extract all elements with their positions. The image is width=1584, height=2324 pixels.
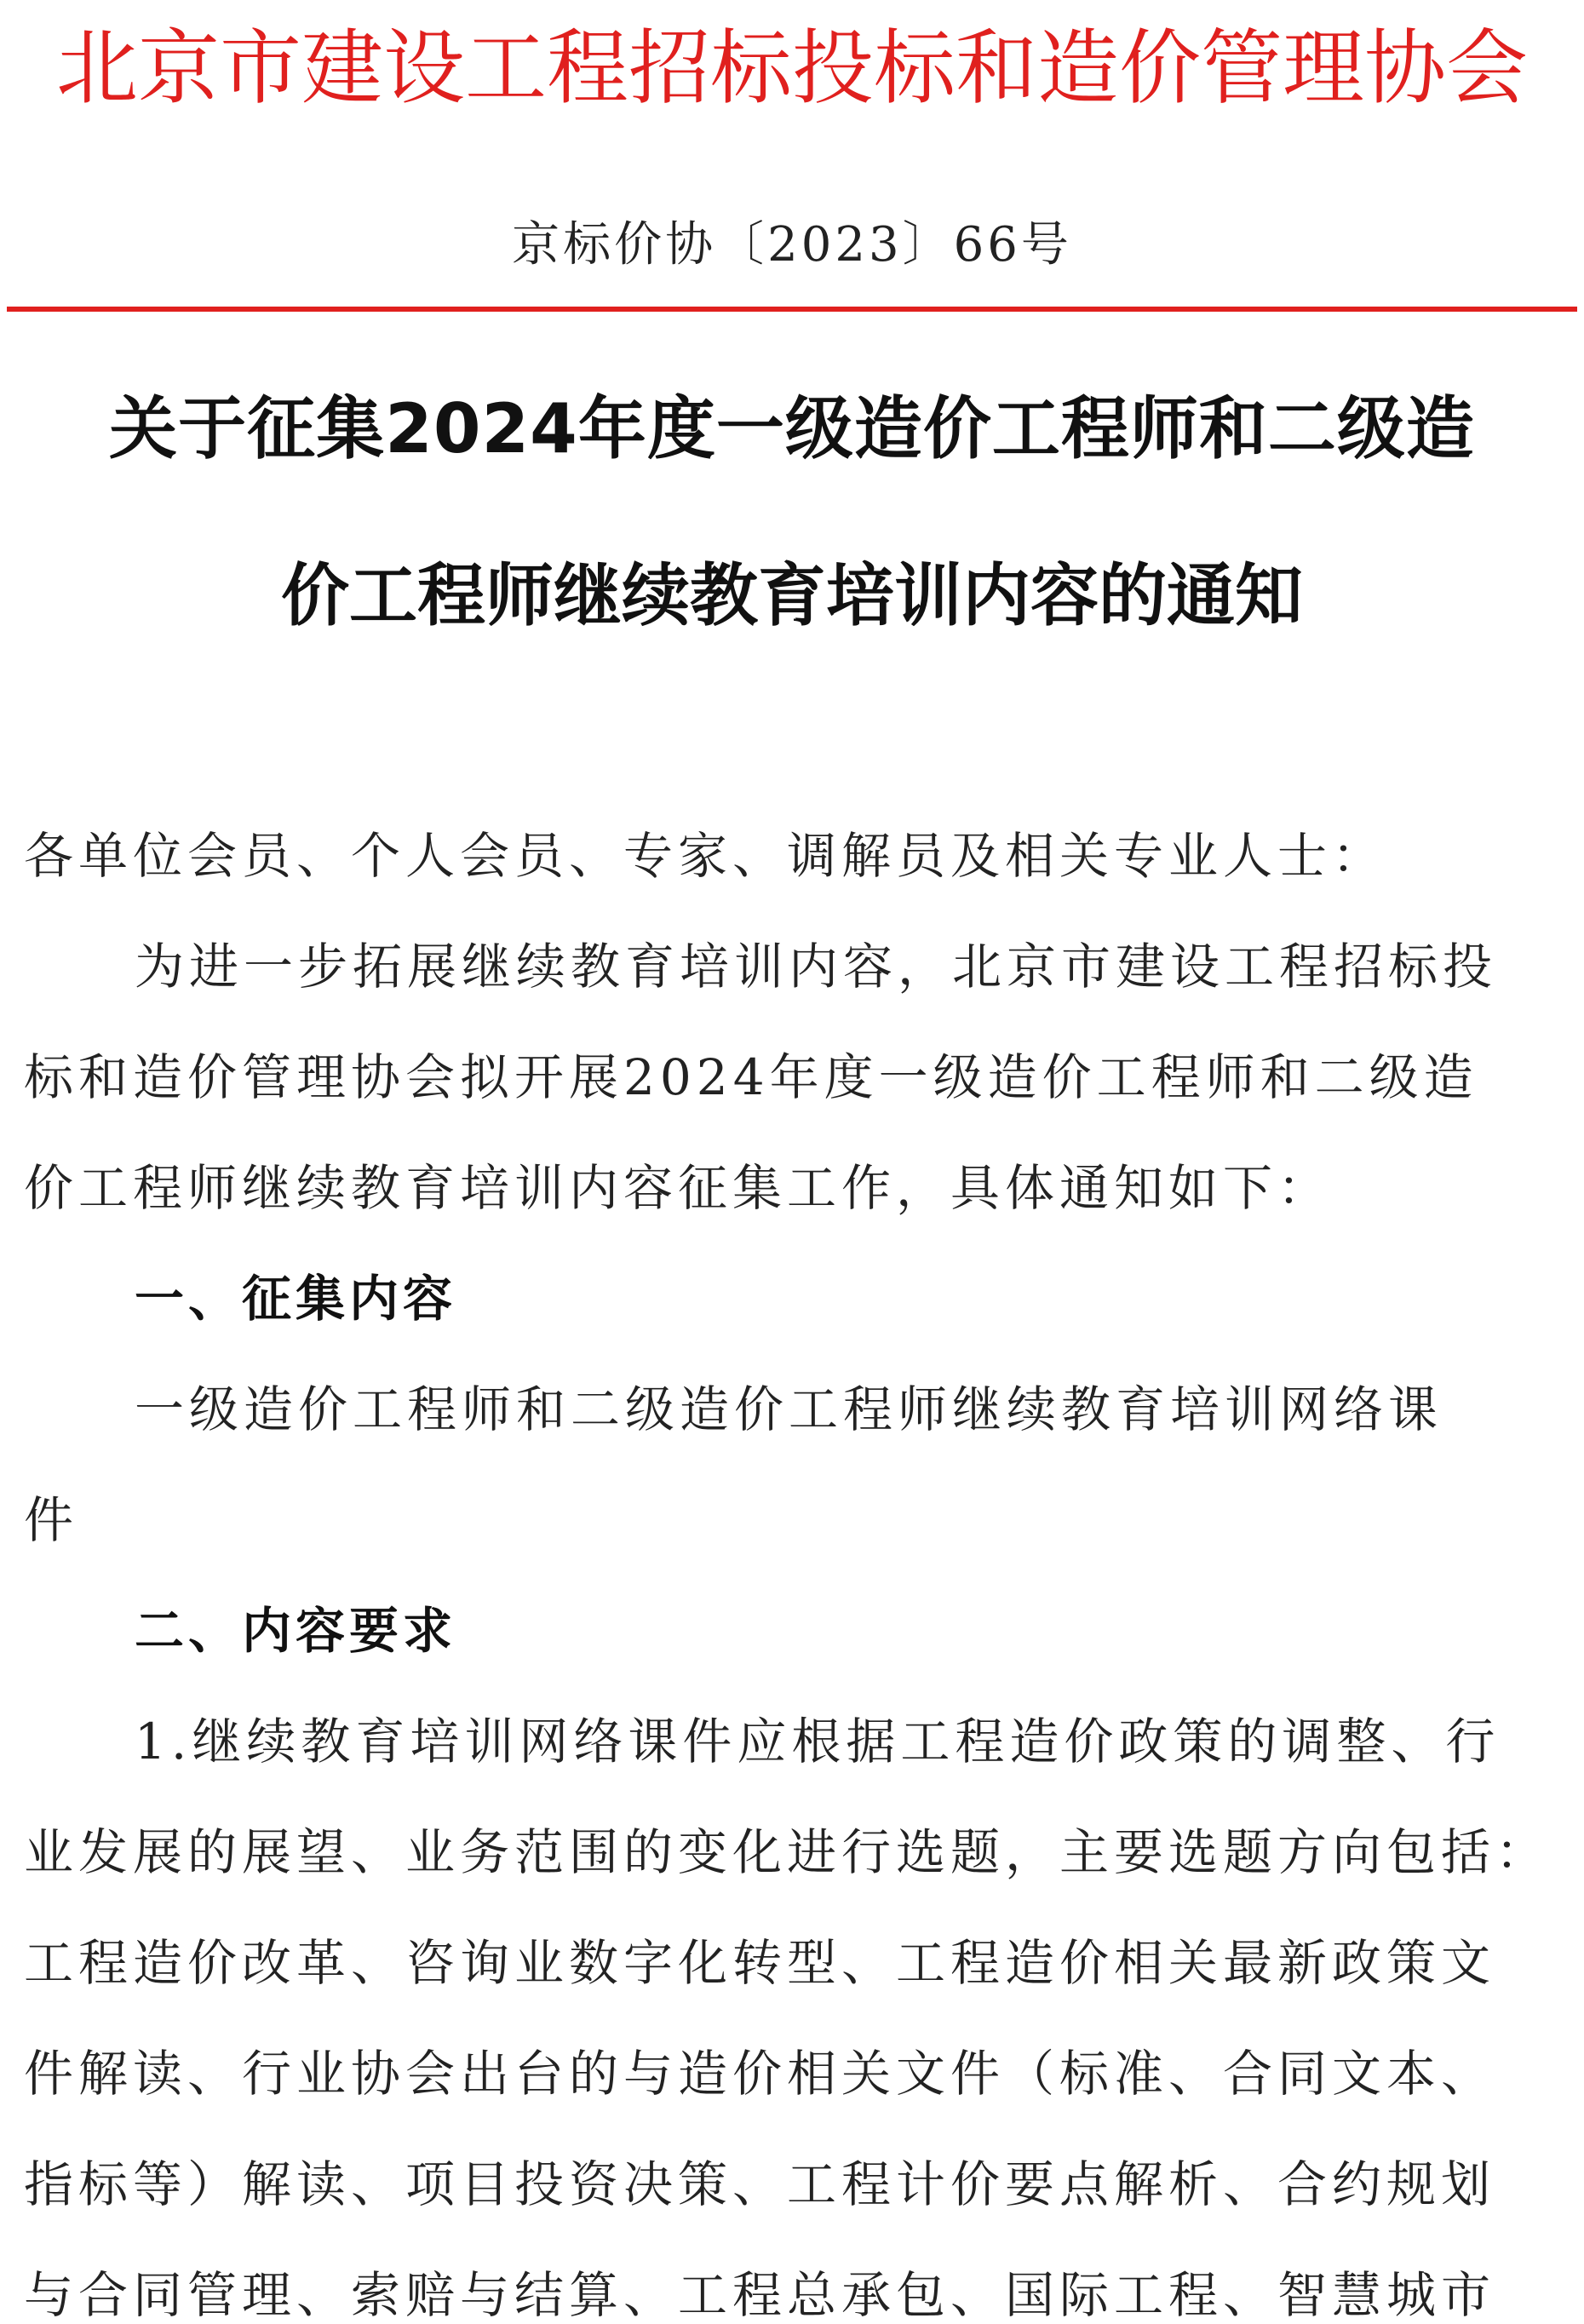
intro-line-1: 为进一步拓展继续教育培训内容，北京市建设工程招标投 xyxy=(135,938,1498,996)
intro-line-3: 价工程师继续教育培训内容征集工作，具体通知如下： xyxy=(24,1159,1333,1217)
section-1-line-2: 件 xyxy=(24,1491,79,1549)
section-2-line-1: 1.继续教育培训网络课件应根据工程造价政策的调整、行 xyxy=(135,1713,1501,1770)
section-2-heading: 二、内容要求 xyxy=(135,1602,457,1660)
section-2-line-6: 与合同管理、索赔与结算、工程总承包、国际工程、智慧城市 xyxy=(24,2266,1496,2324)
salutation: 各单位会员、个人会员、专家、调解员及相关专业人士： xyxy=(24,827,1387,885)
section-1-heading: 一、征集内容 xyxy=(135,1270,457,1328)
notice-body xyxy=(24,800,1557,2324)
section-2-line-5: 指标等）解读、项目投资决策、工程计价要点解析、合约规划 xyxy=(24,2155,1496,2213)
section-2-line-3: 工程造价改革、咨询业数字化转型、工程造价相关最新政策文 xyxy=(24,1934,1496,1992)
notice-title-line-1: 关于征集2024年度一级造价工程师和二级造 xyxy=(109,389,1475,468)
notice-title-line-2: 价工程师继续教育培训内容的通知 xyxy=(281,556,1303,635)
document-number: 京标价协〔2023〕66号 xyxy=(512,217,1072,273)
issuing-organization-name: 北京市建设工程招标投标和造价管理协会 xyxy=(56,20,1528,116)
intro-line-2: 标和造价管理协会拟开展2024年度一级造价工程师和二级造 xyxy=(24,1048,1478,1106)
section-2-line-4: 件解读、行业协会出台的与造价相关文件（标准、合同文本、 xyxy=(24,2045,1496,2103)
section-1-line-1: 一级造价工程师和二级造价工程师继续教育培训网络课 xyxy=(135,1380,1443,1438)
red-header-divider xyxy=(7,307,1577,312)
section-2-line-2: 业发展的展望、业务范围的变化进行选题，主要选题方向包括： xyxy=(24,1823,1551,1881)
